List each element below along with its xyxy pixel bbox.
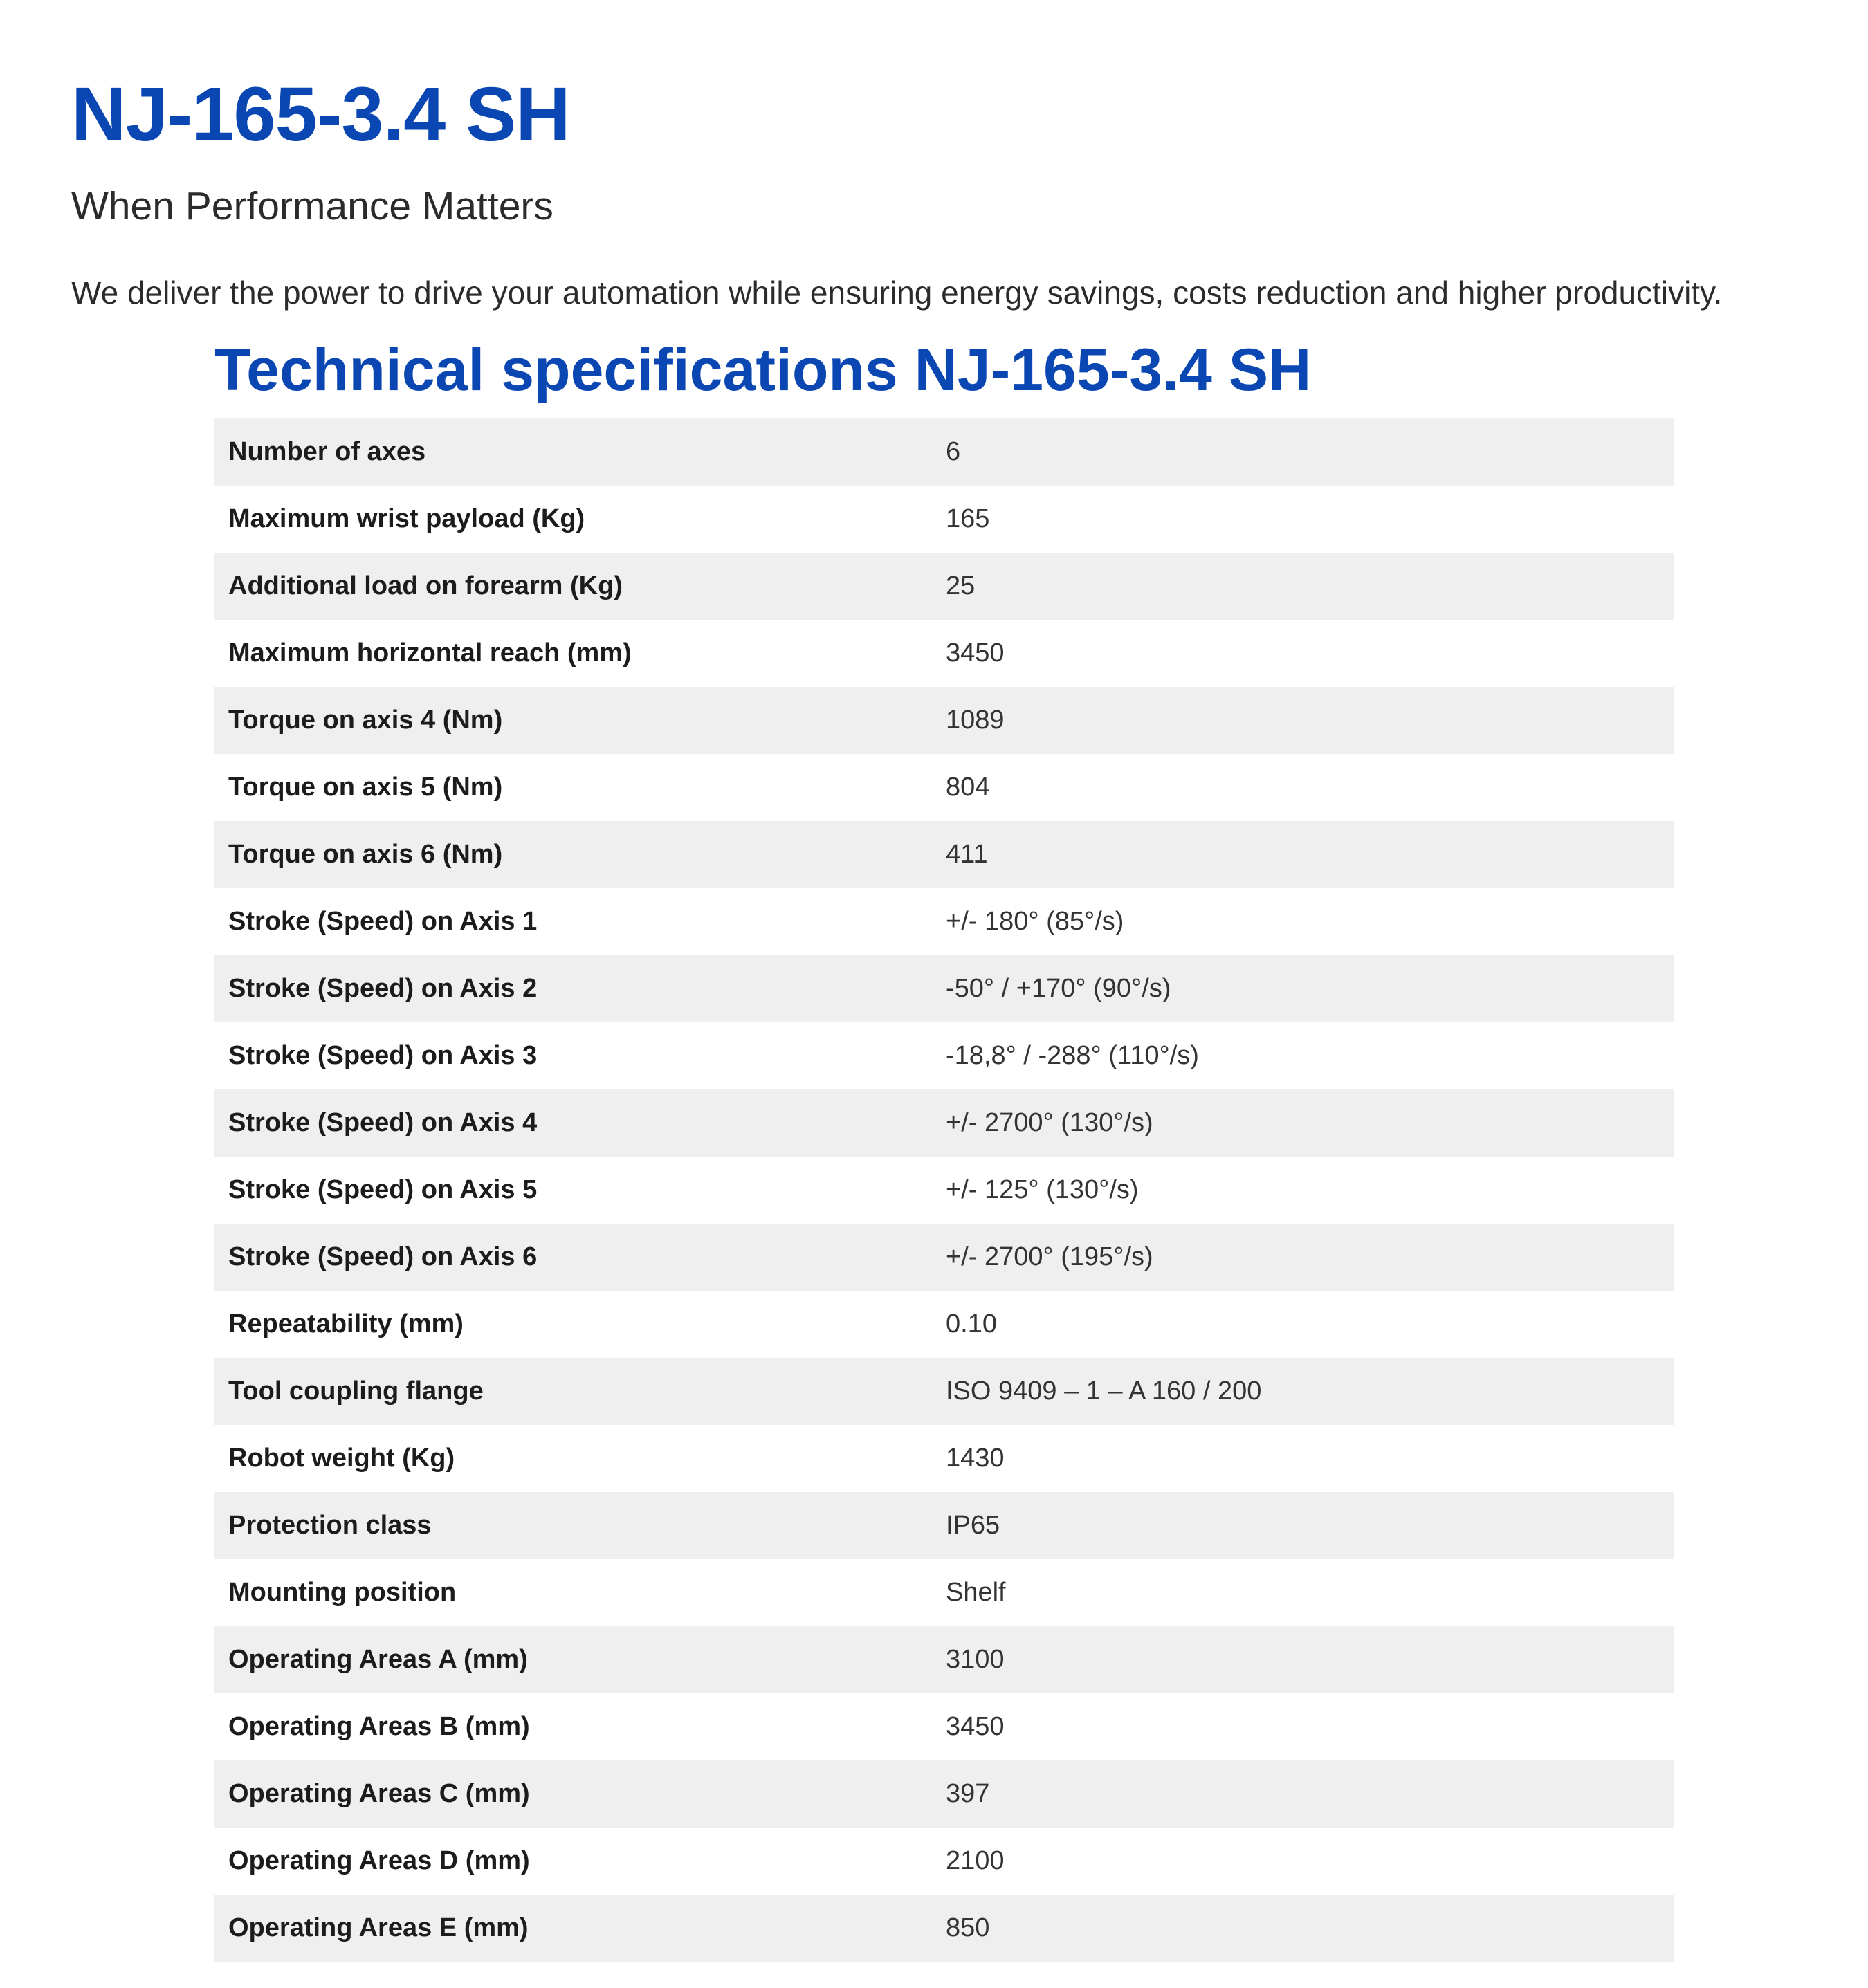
spec-label: Stroke (Speed) on Axis 3 xyxy=(214,1022,946,1089)
table-row xyxy=(214,754,1674,821)
table-row xyxy=(214,1358,1674,1425)
table-row xyxy=(214,1693,1674,1760)
table-row xyxy=(214,1291,1674,1358)
table-row xyxy=(214,620,1674,687)
spec-value: 25 xyxy=(946,553,1674,620)
spec-label: Torque on axis 4 (Nm) xyxy=(214,687,946,754)
spec-value: IP65 xyxy=(946,1492,1674,1559)
spec-label: Stroke (Speed) on Axis 5 xyxy=(214,1157,946,1224)
spec-label: Additional load on forearm (Kg) xyxy=(214,553,946,620)
spec-label: Stroke (Speed) on Axis 6 xyxy=(214,1224,946,1291)
table-row xyxy=(214,418,1674,486)
spec-label: Stroke (Speed) on Axis 4 xyxy=(214,1089,946,1157)
table-row xyxy=(214,1022,1674,1089)
spec-value: +/- 2700° (130°/s) xyxy=(946,1089,1674,1157)
spec-value: 1089 xyxy=(946,687,1674,754)
spec-value: 850 xyxy=(946,1895,1674,1962)
spec-value: 165 xyxy=(946,486,1674,553)
spec-label: Number of axes xyxy=(214,418,946,486)
spec-value: 804 xyxy=(946,754,1674,821)
spec-label: Operating Areas D (mm) xyxy=(214,1828,946,1895)
table-row xyxy=(214,1157,1674,1224)
table-row xyxy=(214,1425,1674,1492)
table-row xyxy=(214,553,1674,620)
product-tagline: When Performance Matters xyxy=(71,184,553,228)
table-row xyxy=(214,1626,1674,1693)
spec-value: 6 xyxy=(946,418,1674,486)
table-row xyxy=(214,955,1674,1022)
spec-value: 0.10 xyxy=(946,1291,1674,1358)
spec-value: -50° / +170° (90°/s) xyxy=(946,955,1674,1022)
product-title: NJ-165-3.4 SH xyxy=(71,72,570,157)
spec-label: Torque on axis 6 (Nm) xyxy=(214,821,946,888)
table-row xyxy=(214,1760,1674,1828)
spec-value: 2100 xyxy=(946,1828,1674,1895)
spec-value: 411 xyxy=(946,821,1674,888)
spec-heading: Technical specifications NJ-165-3.4 SH xyxy=(214,337,1312,403)
spec-label: Maximum wrist payload (Kg) xyxy=(214,486,946,553)
spec-value: +/- 125° (130°/s) xyxy=(946,1157,1674,1224)
spec-label: Mounting position xyxy=(214,1559,946,1626)
table-row xyxy=(214,687,1674,754)
spec-value: ISO 9409 – 1 – A 160 / 200 xyxy=(946,1358,1674,1425)
spec-value: +/- 180° (85°/s) xyxy=(946,888,1674,955)
spec-label: Robot weight (Kg) xyxy=(214,1425,946,1492)
table-row xyxy=(214,1492,1674,1559)
spec-value: 397 xyxy=(946,1760,1674,1828)
spec-label: Maximum horizontal reach (mm) xyxy=(214,620,946,687)
spec-label: Operating Areas C (mm) xyxy=(214,1760,946,1828)
spec-label: Operating Areas B (mm) xyxy=(214,1693,946,1760)
spec-label: Stroke (Speed) on Axis 2 xyxy=(214,955,946,1022)
table-row xyxy=(214,888,1674,955)
spec-value: 1430 xyxy=(946,1425,1674,1492)
spec-label: Protection class xyxy=(214,1492,946,1559)
spec-value: -18,8° / -288° (110°/s) xyxy=(946,1022,1674,1089)
spec-value: 3450 xyxy=(946,1693,1674,1760)
spec-label: Stroke (Speed) on Axis 1 xyxy=(214,888,946,955)
table-row xyxy=(214,1224,1674,1291)
spec-value: 3450 xyxy=(946,620,1674,687)
spec-label: Repeatability (mm) xyxy=(214,1291,946,1358)
spec-table xyxy=(214,418,1674,1962)
table-row xyxy=(214,1895,1674,1962)
spec-label: Tool coupling flange xyxy=(214,1358,946,1425)
spec-label: Operating Areas E (mm) xyxy=(214,1895,946,1962)
table-row xyxy=(214,1559,1674,1626)
table-row xyxy=(214,821,1674,888)
spec-value: Shelf xyxy=(946,1559,1674,1626)
product-intro: We deliver the power to drive your automation while ensuring energy savings, costs reduction and higher productivity. xyxy=(71,275,1723,311)
spec-label: Torque on axis 5 (Nm) xyxy=(214,754,946,821)
table-row xyxy=(214,486,1674,553)
spec-label: Operating Areas A (mm) xyxy=(214,1626,946,1693)
table-row xyxy=(214,1828,1674,1895)
spec-value: 3100 xyxy=(946,1626,1674,1693)
table-row xyxy=(214,1089,1674,1157)
spec-value: +/- 2700° (195°/s) xyxy=(946,1224,1674,1291)
